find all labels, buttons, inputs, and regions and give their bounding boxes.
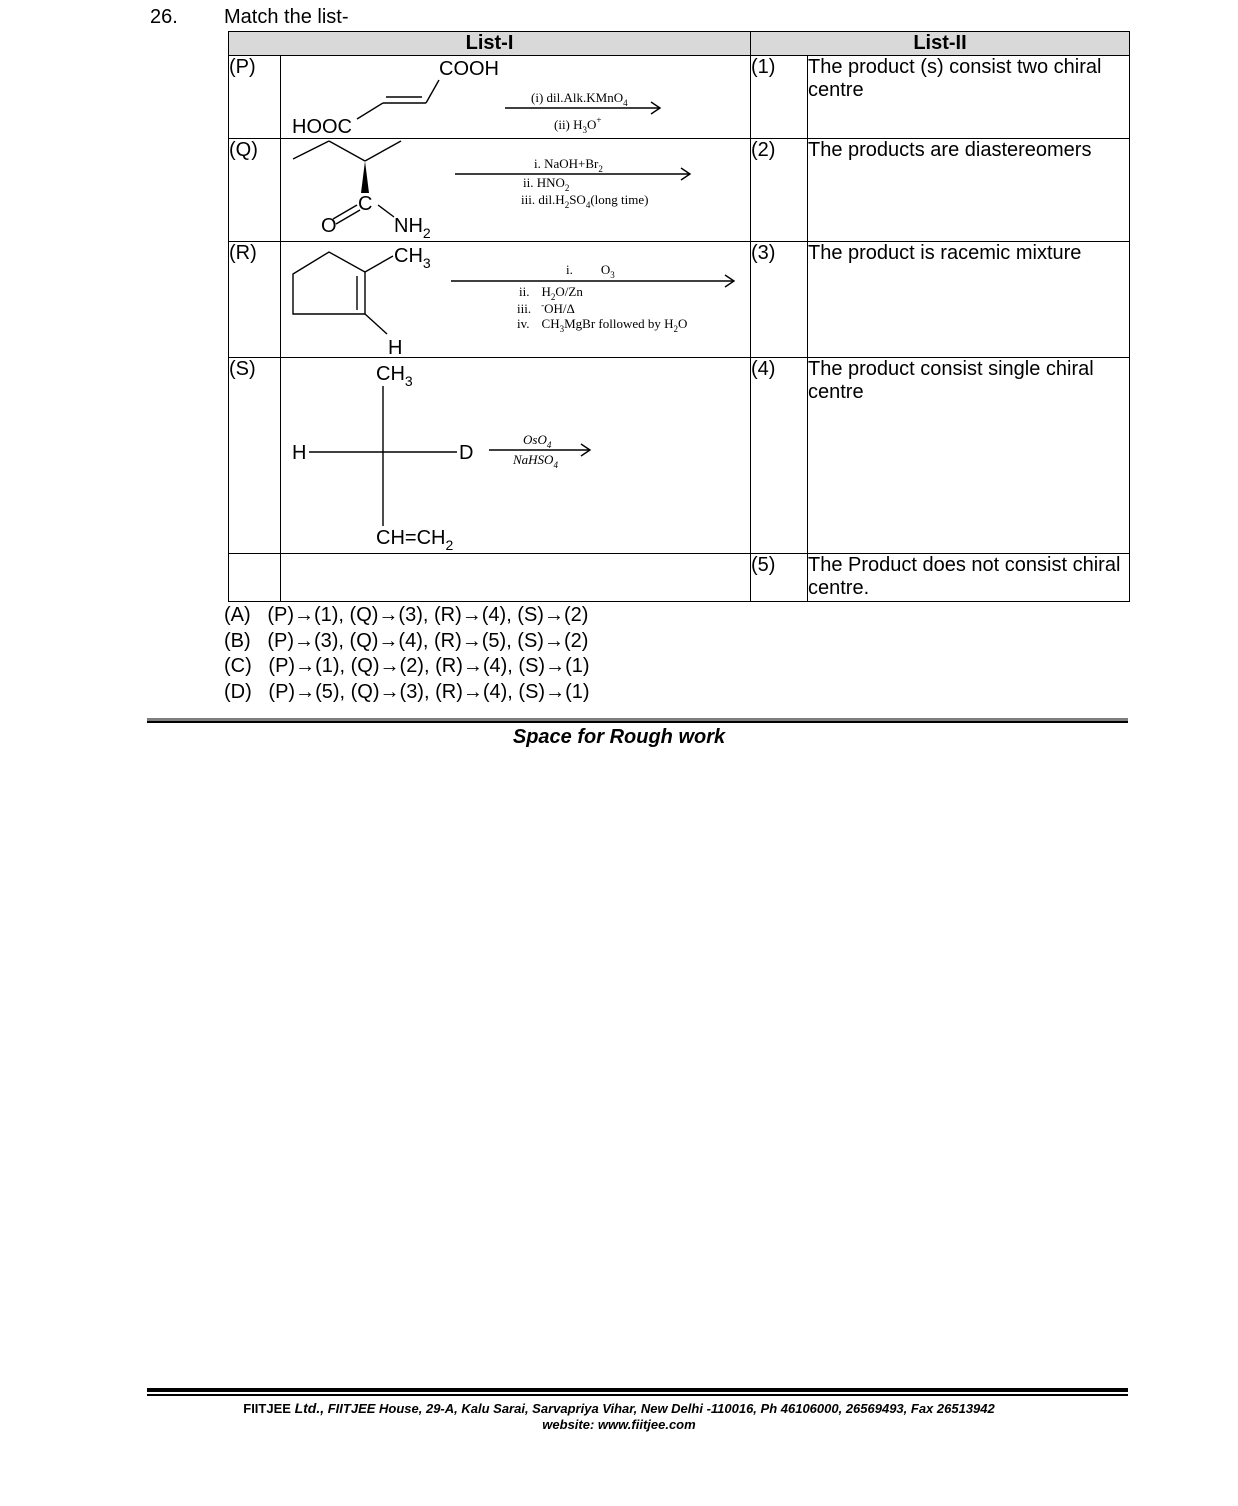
reagent-text: iv. $CH_3MgBr$ followed by $H_2O$: [517, 316, 688, 334]
right-text: The product (s) consist two chiral centre: [808, 56, 1130, 139]
row-label: (P): [229, 56, 281, 139]
right-number: (2): [751, 139, 808, 242]
table-row: [229, 358, 1130, 554]
structure-cell: [281, 358, 751, 554]
reagent-text: i. $NaOH+Br_2$: [534, 156, 603, 174]
right-number: (4): [751, 358, 808, 554]
option-c[interactable]: (C) (P)→(1), (Q)→(2), (R)→(4), (S)→(1): [224, 655, 590, 677]
answer-options: [224, 603, 590, 705]
right-text: The Product does not consist chiral centre.: [808, 554, 1130, 602]
row-label: (Q): [229, 139, 281, 242]
bond: [329, 141, 365, 161]
option-d[interactable]: (D) (P)→(5), (Q)→(3), (R)→(4), (S)→(1): [224, 680, 590, 703]
footer-divider: [147, 1388, 1128, 1392]
reagent-text: NaHSO$_4$: [513, 452, 558, 470]
footer-ltd: Ltd.,: [294, 1400, 325, 1416]
bond: [293, 141, 329, 159]
bond: [365, 256, 393, 272]
empty-cell: [281, 554, 751, 602]
fischer-top-label: $CH_3$: [376, 363, 413, 389]
structure-cell: [281, 242, 751, 358]
reagent-text: (ii) $H_3O^+$: [554, 115, 602, 135]
bond: [333, 205, 357, 219]
footer-address-line: [0, 1400, 1238, 1417]
list2-header: List-II: [751, 32, 1130, 56]
list1-header: List-I: [229, 32, 751, 56]
amine-label: $NH_2$: [394, 215, 431, 241]
right-text: The product is racemic mixture: [808, 242, 1130, 358]
reagent-text: i. $O_3$: [566, 262, 615, 280]
table-row: [229, 554, 1130, 602]
cyclopentene-ring: [293, 252, 365, 314]
footer-website: website: www.fiitjee.com: [542, 1417, 696, 1432]
structure-cell: [281, 139, 751, 242]
reagent-text: iii. $dil.H_2SO_4(long$ time): [521, 192, 649, 210]
fischer-left-label: H: [292, 442, 307, 464]
hooc-label: HOOC: [292, 116, 352, 138]
right-number: (1): [751, 56, 808, 139]
row-label: (S): [229, 358, 281, 554]
bond: [378, 205, 394, 217]
oxygen-label: O: [321, 215, 337, 237]
wedge-bond: [361, 161, 369, 193]
right-number: (5): [751, 554, 808, 602]
bond: [357, 103, 383, 119]
page-footer: [0, 1400, 1238, 1433]
table-row: [229, 242, 1130, 358]
carbon-label: C: [358, 193, 373, 215]
bond: [336, 210, 360, 224]
bond: [426, 80, 439, 103]
right-text: The products are diastereomers: [808, 139, 1130, 242]
right-text: The product consist single chiral centre: [808, 358, 1130, 554]
match-table: [228, 31, 1130, 602]
methyl-label: $CH_3$: [394, 245, 431, 271]
bond: [365, 141, 401, 161]
row-label: (R): [229, 242, 281, 358]
footer-brand: FIITJEE: [243, 1401, 291, 1416]
question-number: 26.: [150, 6, 178, 28]
reagent-text: OsO$_4$: [523, 432, 552, 450]
table-header-row: [229, 32, 1130, 56]
fischer-right-label: D: [459, 442, 474, 464]
right-number: (3): [751, 242, 808, 358]
reaction-r-diagram: [281, 242, 751, 358]
question-text: Match the list-: [224, 6, 349, 28]
footer-address: FIITJEE House, 29-A, Kalu Sarai, Sarvapriya Vihar, New Delhi -110016, Ph 46106000, 26569493, Fax 26513942: [327, 1401, 995, 1416]
table-row: [229, 56, 1130, 139]
reaction-s-diagram: [281, 358, 751, 554]
reagent-text: (i) dil.Alk.KMnO$_4$: [531, 90, 628, 108]
hydrogen-label: H: [388, 337, 403, 358]
divider: [147, 721, 1128, 723]
reagent-text: ii. $H_2O/Zn$: [519, 284, 583, 302]
structure-cell: [281, 56, 751, 139]
fischer-bottom-label: $CH=CH_2$: [376, 527, 454, 553]
row-label: [229, 554, 281, 602]
reagent-text: iii. -OH/Δ: [517, 300, 575, 316]
option-a[interactable]: (A) (P)→(1), (Q)→(3), (R)→(4), (S)→(2): [224, 604, 589, 626]
rough-work-heading: Space for Rough work: [512, 726, 726, 748]
table-row: [229, 139, 1130, 242]
reaction-p-diagram: [281, 56, 751, 139]
bond: [365, 314, 387, 334]
option-b[interactable]: (B) (P)→(3), (Q)→(4), (R)→(5), (S)→(2): [224, 629, 589, 652]
reagent-text: ii. $HNO_2$: [523, 175, 570, 193]
cooh-label: COOH: [439, 58, 499, 80]
footer-divider: [147, 1394, 1128, 1396]
reaction-q-diagram: [281, 139, 751, 242]
